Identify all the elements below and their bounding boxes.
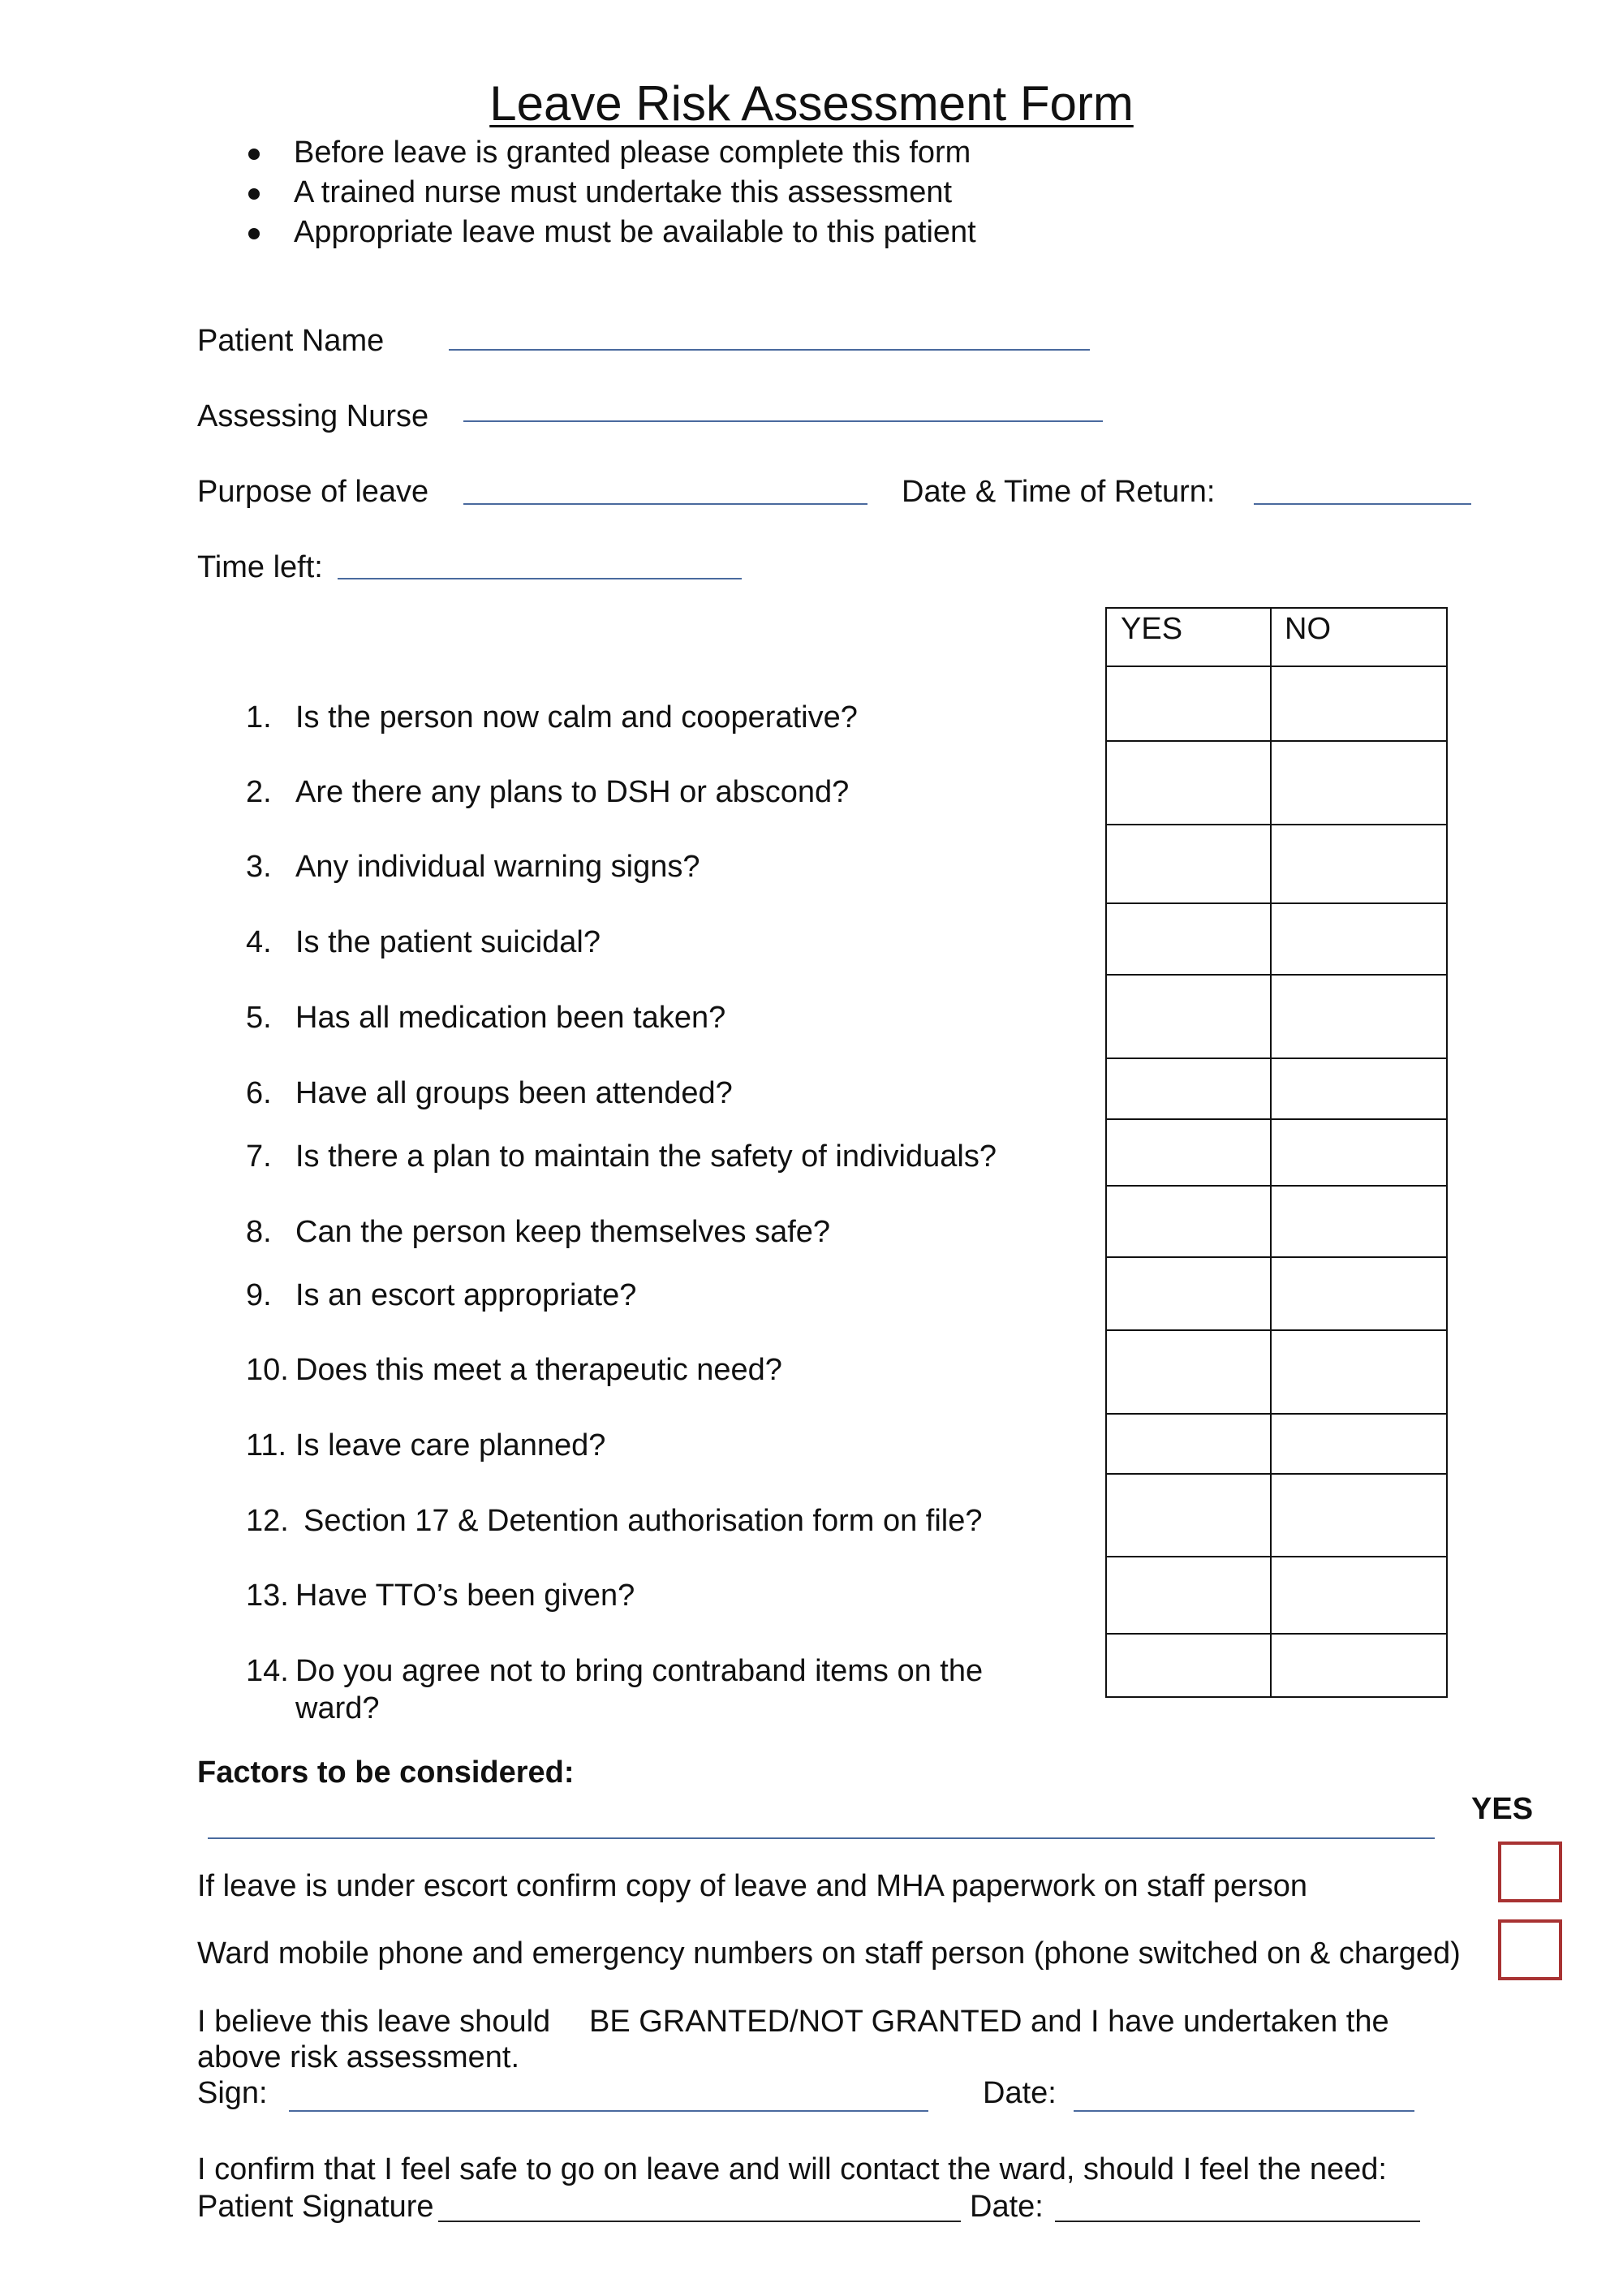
question-text: Is the patient suicidal? — [295, 925, 601, 959]
q13-yes-cell[interactable] — [1107, 1557, 1268, 1631]
belief-statement-start: I believe this leave should — [197, 2005, 551, 2039]
page-title: Leave Risk Assessment Form — [489, 76, 1134, 131]
question-text: Has all medication been taken? — [295, 1001, 726, 1035]
belief-statement-options: BE GRANTED/NOT GRANTED and I have undertaken the — [589, 2005, 1389, 2039]
bullet-icon — [248, 149, 260, 160]
q11-yes-cell[interactable] — [1107, 1415, 1268, 1471]
question-text: Are there any plans to DSH or abscond? — [295, 775, 850, 809]
question-text: Is leave care planned? — [295, 1428, 606, 1462]
q13-no-cell[interactable] — [1272, 1557, 1444, 1631]
sign-label: Sign: — [197, 2076, 268, 2110]
time-left-field[interactable] — [338, 578, 742, 579]
question-number: 4. — [246, 925, 272, 959]
q7-no-cell[interactable] — [1272, 1120, 1444, 1183]
q9-no-cell[interactable] — [1272, 1258, 1444, 1328]
q3-no-cell[interactable] — [1272, 825, 1444, 901]
question-text: Do you agree not to bring contraband items on the — [295, 1654, 984, 1688]
mobile-checkbox[interactable] — [1498, 1919, 1562, 1980]
q10-no-cell[interactable] — [1272, 1331, 1444, 1411]
q10-yes-cell[interactable] — [1107, 1331, 1268, 1411]
q3-yes-cell[interactable] — [1107, 825, 1268, 901]
question-text: Any individual warning signs? — [295, 850, 700, 884]
bullet-icon — [248, 228, 260, 239]
question-text-continued: ward? — [295, 1691, 380, 1725]
table-header-no: NO — [1285, 612, 1331, 646]
question-number: 10. — [246, 1353, 289, 1387]
escort-statement: If leave is under escort confirm copy of leave and MHA paperwork on staff person — [197, 1869, 1307, 1903]
q1-yes-cell[interactable] — [1107, 667, 1268, 739]
q12-no-cell[interactable] — [1272, 1475, 1444, 1554]
question-number: 11. — [246, 1428, 287, 1462]
q4-yes-cell[interactable] — [1107, 904, 1268, 972]
belief-statement-end: above risk assessment. — [197, 2040, 520, 2074]
question-text: Have TTO’s been given? — [295, 1579, 635, 1613]
q11-no-cell[interactable] — [1272, 1415, 1444, 1471]
q8-no-cell[interactable] — [1272, 1187, 1444, 1255]
q7-yes-cell[interactable] — [1107, 1120, 1268, 1183]
question-number: 12. — [246, 1504, 289, 1538]
purpose-of-leave-label: Purpose of leave — [197, 475, 429, 509]
patient-signature-field[interactable] — [438, 2221, 961, 2222]
question-number: 3. — [246, 850, 272, 884]
sign-field[interactable] — [289, 2110, 928, 2112]
patient-name-label: Patient Name — [197, 324, 385, 358]
escort-checkbox[interactable] — [1498, 1842, 1562, 1902]
q2-yes-cell[interactable] — [1107, 742, 1268, 822]
patient-date-label: Date: — [970, 2190, 1044, 2224]
question-number: 13. — [246, 1579, 289, 1613]
question-text: Can the person keep themselves safe? — [295, 1215, 831, 1249]
question-number: 9. — [246, 1278, 272, 1312]
q1-no-cell[interactable] — [1272, 667, 1444, 739]
factors-field[interactable] — [208, 1837, 1435, 1839]
question-number: 7. — [246, 1139, 272, 1174]
question-number: 14. — [246, 1654, 289, 1688]
question-text: Is an escort appropriate? — [295, 1278, 637, 1312]
date-field[interactable] — [1074, 2110, 1414, 2112]
q5-yes-cell[interactable] — [1107, 976, 1268, 1056]
patient-date-field[interactable] — [1055, 2221, 1420, 2222]
date-time-return-field[interactable] — [1254, 503, 1471, 505]
question-text: Section 17 & Detention authorisation form on file? — [304, 1504, 983, 1538]
question-number: 2. — [246, 775, 272, 809]
q2-no-cell[interactable] — [1272, 742, 1444, 822]
question-text: Have all groups been attended? — [295, 1076, 733, 1110]
q4-no-cell[interactable] — [1272, 904, 1444, 972]
question-number: 1. — [246, 700, 272, 734]
factors-heading: Factors to be considered: — [197, 1755, 575, 1790]
mobile-statement: Ward mobile phone and emergency numbers on staff person (phone switched on & charged) — [197, 1936, 1461, 1971]
q8-yes-cell[interactable] — [1107, 1187, 1268, 1255]
q9-yes-cell[interactable] — [1107, 1258, 1268, 1328]
bullet-icon — [248, 188, 260, 200]
patient-signature-label: Patient Signature — [197, 2190, 434, 2224]
q6-no-cell[interactable] — [1272, 1059, 1444, 1117]
assessing-nurse-label: Assessing Nurse — [197, 399, 429, 433]
confirm-statement: I confirm that I feel safe to go on leave and will contact the ward, should I feel the need: — [197, 2152, 1387, 2186]
q5-no-cell[interactable] — [1272, 976, 1444, 1056]
question-text: Is there a plan to maintain the safety of individuals? — [295, 1139, 997, 1174]
q12-yes-cell[interactable] — [1107, 1475, 1268, 1554]
table-header-yes: YES — [1121, 612, 1183, 646]
assessing-nurse-field[interactable] — [463, 420, 1103, 422]
factors-yes-label: YES — [1471, 1792, 1534, 1826]
question-number: 6. — [246, 1076, 272, 1110]
question-text: Does this meet a therapeutic need? — [295, 1353, 782, 1387]
date-label: Date: — [983, 2076, 1057, 2110]
table-border-right — [1446, 607, 1448, 1698]
purpose-of-leave-field[interactable] — [463, 503, 867, 505]
q14-no-cell[interactable] — [1272, 1635, 1444, 1695]
patient-name-field[interactable] — [449, 349, 1090, 351]
q6-yes-cell[interactable] — [1107, 1059, 1268, 1117]
date-time-return-label: Date & Time of Return: — [902, 475, 1216, 509]
time-left-label: Time left: — [197, 550, 323, 584]
q14-yes-cell[interactable] — [1107, 1635, 1268, 1695]
question-number: 5. — [246, 1001, 272, 1035]
question-number: 8. — [246, 1215, 272, 1249]
question-text: Is the person now calm and cooperative? — [295, 700, 858, 734]
